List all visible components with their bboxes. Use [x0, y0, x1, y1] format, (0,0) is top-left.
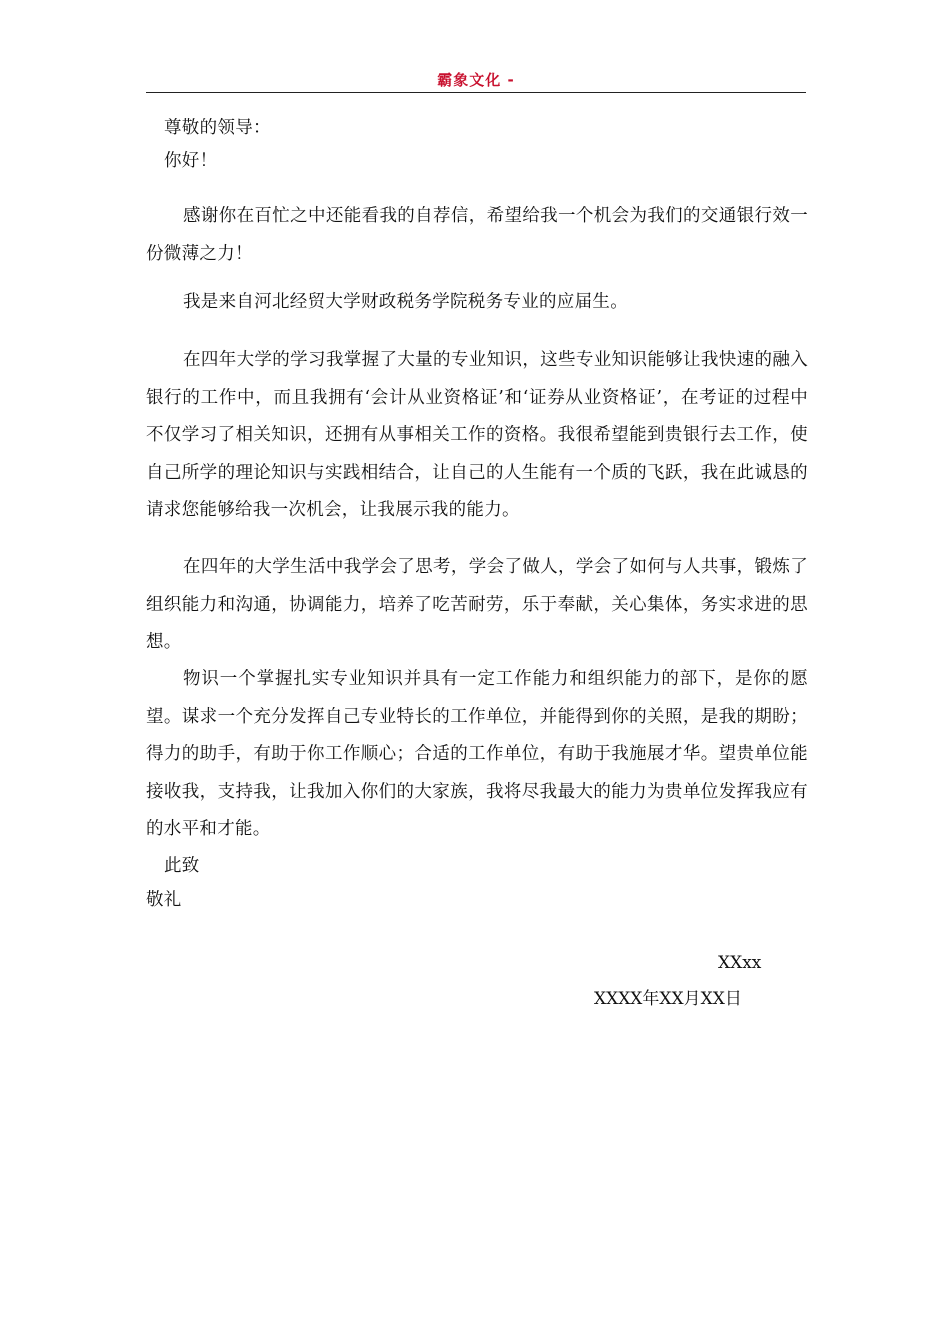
letter-date: XXXX年XX月XX日	[594, 989, 742, 1009]
signature: XXxx	[718, 953, 762, 973]
closing-line-2: 敬礼	[146, 890, 182, 910]
page-header	[146, 70, 806, 93]
paragraph-5: 物识一个掌握扎实专业知识并具有一定工作能力和组织能力的部下，是你的愿望。谋求一个充分发挥自己专业特长的工作单位，并能得到你的关照，是我的期盼；得力的助手，有助于你工作顺心；合适的工作单位，有助于我施展才华。望贵单位能接收我，支持我，让我加入你们的大家族，我将尽我最大的能力为贵单位发挥我应有的水平和才能。	[146, 669, 808, 839]
paragraph-1: 感谢你在百忙之中还能看我的自荐信，希望给我一个机会为我们的交通银行效一份微薄之力！	[146, 206, 808, 264]
closing-line-1: 此致	[164, 856, 200, 876]
paragraph-3: 在四年大学的学习我掌握了大量的专业知识，这些专业知识能够让我快速的融入银行的工作中，而且我拥有‘会计从业资格证’和‘证券从业资格证’，在考证的过程中不仅学习了相关知识，还拥有从事相关工作的资格。我很希望能到贵银行去工作，使自己所学的理论知识与实践相结合，让自己的人生能有一个质的飞跃，我在此诚恳的请求您能够给我一次机会，让我展示我的能力。	[146, 350, 808, 520]
greeting: 你好！	[164, 151, 218, 171]
paragraph-2: 我是来自河北经贸大学财政税务学院税务专业的应届生。	[183, 292, 628, 312]
paragraph-4: 在四年的大学生活中我学会了思考，学会了做人，学会了如何与人共事，锻炼了组织能力和沟通，协调能力，培养了吃苦耐劳，乐于奉献，关心集体，务实求进的思想。	[146, 557, 808, 652]
header-title: 霸象文化 -	[437, 71, 515, 89]
salutation: 尊敬的领导：	[164, 118, 271, 138]
